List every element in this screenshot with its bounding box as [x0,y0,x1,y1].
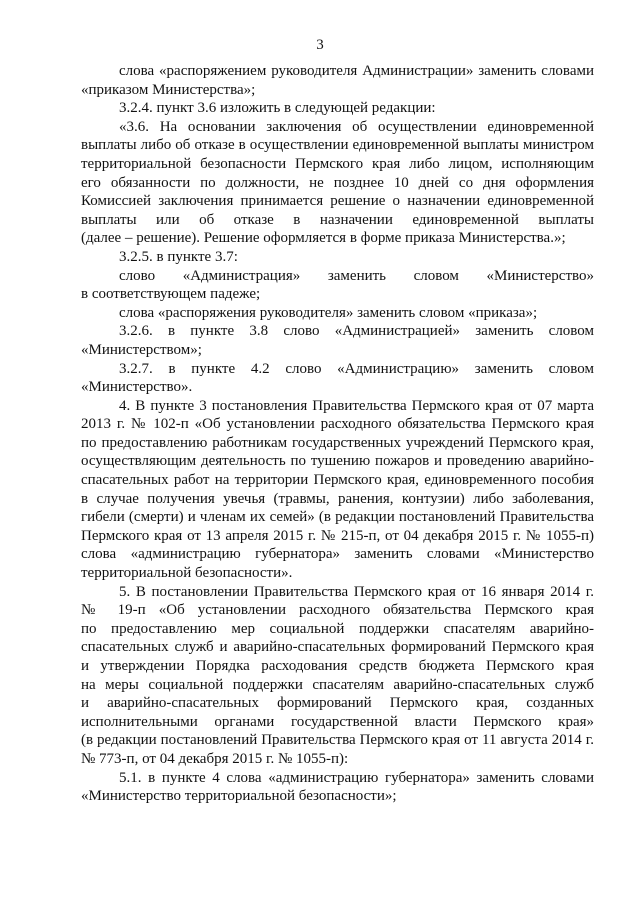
text-line: Пермского края от 13 апреля 2015 г. № 215-п, от 04 декабря 2015 г. № 1055-п) [81,527,594,544]
text-line: Комиссией заключения принимается решение о назначении единовременной [81,193,594,210]
text-line: по предоставлению мер социальной поддержки спасателям аварийно- [81,620,594,637]
text-line: выплаты либо об отказе в осуществлении единовременной выплаты министром [81,137,594,154]
paragraph-p2 [81,99,594,118]
text-line: в соответствующем падеже; [81,286,261,303]
text-line: по предоставлению работникам государственных учреждений Пермского края, [81,434,594,451]
paragraph-p8 [81,360,594,397]
text-line: (далее – решение). Решение оформляется в форме приказа Министерства.»; [81,230,566,247]
text-line: 3.2.4. пункт 3.6 изложить в следующей редакции: [119,100,436,117]
text-line: 2013 г. № 102-п «Об установлении расходного обязательства Пермского края [81,416,594,433]
text-line: слова «распоряжения руководителя» заменить словом «приказа»; [119,304,538,321]
text-line: территориальной безопасности Пермского края либо лицом, исполняющим [81,155,594,172]
paragraph-p6 [81,304,594,323]
paragraph-p3 [81,118,594,248]
paragraph-p5 [81,267,594,304]
text-line: и утверждении Порядка расходования средств бюджета Пермского края [81,658,594,674]
text-line: выплаты или об отказе в назначении единовременной выплаты [81,211,594,228]
paragraph-p7 [81,322,594,359]
text-line: слова «администрацию губернатора» заменить словами «Министерство [81,546,594,563]
page-number: 3 [316,37,324,53]
text-line: в случае получения увечья (травмы, ранения, контузии) либо заболевания, [81,490,594,507]
text-line: его обязанности по должности, не позднее 10 дней со дня оформления [81,174,594,191]
text-line: 3.2.6. в пункте 3.8 слово «Администрацией» заменить словом [119,323,594,340]
text-line: 3.2.5. в пункте 3.7: [119,248,238,265]
text-line: № 773-п, от 04 декабря 2015 г. № 1055-п): [81,750,349,767]
text-line: «Министерство». [81,379,193,396]
paragraph-p1 [81,62,594,99]
text-line: осуществляющим деятельность по тушению пожаров и проведению аварийно- [81,453,594,470]
text-line: спасательных работ на территории Пермского края, единовременного пособия [81,472,594,489]
paragraph-p9 [81,397,594,583]
text-line: «3.6. На основании заключения об осуществлении единовременной [119,118,594,135]
text-line: 4. В пункте 3 постановления Правительства Пермского края от 07 марта [119,397,594,414]
text-line: 5.1. в пункте 4 слова «администрацию губернатора» заменить словами [119,769,594,786]
text-line: исполнительными органами государственной власти Пермского края» [81,713,594,730]
text-line: № 19-п «Об установлении расходного обязательства Пермского края [81,602,594,619]
paragraph-p11 [81,769,594,806]
text-line: территориальной безопасности». [81,565,293,582]
text-line: (в редакции постановлений Правительства Пермского края от 11 августа 2014 г. [81,732,594,749]
text-line: 5. В постановлении Правительства Пермского края от 16 января 2014 г. [119,583,594,600]
paragraph-p10 [81,583,594,769]
text-line: слова «распоряжением руководителя Администрации» заменить словами [119,63,594,79]
document-body [81,62,594,806]
text-line: «Министерство территориальной безопасности»; [81,788,397,805]
text-line: спасательных служб и аварийно-спасательных формирований Пермского края [81,639,594,656]
text-line: и аварийно-спасательных формирований Пермского края, созданных [81,695,594,712]
text-line: «Министерством»; [81,341,202,358]
text-line: гибели (смерти) и членам их семей» (в редакции постановлений Правительства [81,509,594,526]
text-line: слово «Администрация» заменить словом «Министерство» [119,267,594,284]
text-line: 3.2.7. в пункте 4.2 слово «Администрацию» заменить словом [119,360,594,377]
paragraph-p4 [81,248,594,267]
text-line: «приказом Министерства»; [81,81,256,98]
text-line: на меры социальной поддержки спасателям аварийно-спасательных служб [81,676,594,693]
